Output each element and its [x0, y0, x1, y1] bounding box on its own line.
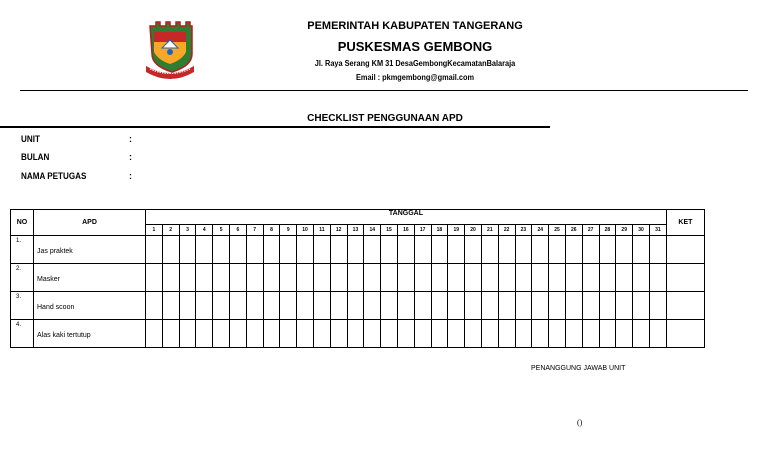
check-cell[interactable] — [498, 264, 515, 292]
header-ket: KET — [666, 210, 704, 236]
check-cell[interactable] — [179, 236, 196, 264]
check-cell[interactable] — [213, 236, 230, 264]
check-cell[interactable] — [616, 320, 633, 348]
check-cell[interactable] — [313, 236, 330, 264]
check-cell[interactable] — [246, 264, 263, 292]
day-header: 3 — [179, 225, 196, 236]
day-header: 22 — [498, 225, 515, 236]
check-cell[interactable] — [431, 292, 448, 320]
bulan-label: BULAN — [21, 152, 50, 162]
check-cell[interactable] — [146, 264, 163, 292]
check-cell[interactable] — [364, 320, 381, 348]
check-cell[interactable] — [162, 320, 179, 348]
header-line-government: PEMERINTAH KABUPATEN TANGERANG — [307, 20, 523, 32]
document-title: CHECKLIST PENGGUNAAN APD — [307, 113, 463, 124]
unit-label: UNIT — [21, 134, 40, 144]
check-cell[interactable] — [414, 292, 431, 320]
check-cell[interactable] — [582, 236, 599, 264]
check-cell[interactable] — [498, 292, 515, 320]
check-cell[interactable] — [263, 320, 280, 348]
check-cell[interactable] — [213, 292, 230, 320]
ket-cell[interactable] — [666, 320, 704, 348]
letterhead-divider — [20, 90, 748, 91]
header-apd: APD — [34, 210, 146, 236]
check-cell[interactable] — [616, 236, 633, 264]
check-cell[interactable] — [280, 320, 297, 348]
check-cell[interactable] — [465, 320, 482, 348]
check-cell[interactable] — [179, 264, 196, 292]
check-cell[interactable] — [465, 264, 482, 292]
day-header: 23 — [515, 225, 532, 236]
day-header: 28 — [599, 225, 616, 236]
check-cell[interactable] — [229, 236, 246, 264]
check-cell[interactable] — [481, 320, 498, 348]
check-cell[interactable] — [481, 236, 498, 264]
check-cell[interactable] — [196, 320, 213, 348]
check-cell[interactable] — [213, 320, 230, 348]
check-cell[interactable] — [414, 264, 431, 292]
check-cell[interactable] — [280, 264, 297, 292]
signature-name: () — [577, 418, 583, 427]
check-cell[interactable] — [397, 264, 414, 292]
header-email: Email : pkmgembong@gmail.com — [355, 73, 474, 82]
check-cell[interactable] — [532, 320, 549, 348]
check-cell[interactable] — [313, 292, 330, 320]
check-cell[interactable] — [347, 320, 364, 348]
check-cell[interactable] — [633, 320, 650, 348]
check-cell[interactable] — [431, 236, 448, 264]
check-cell[interactable] — [649, 264, 666, 292]
check-cell[interactable] — [599, 320, 616, 348]
check-cell[interactable] — [532, 236, 549, 264]
check-cell[interactable] — [515, 236, 532, 264]
check-cell[interactable] — [633, 236, 650, 264]
header-no: NO — [11, 210, 34, 236]
apd-item: Masker — [34, 264, 146, 292]
day-header: 6 — [229, 225, 246, 236]
check-cell[interactable] — [347, 236, 364, 264]
day-header: 9 — [280, 225, 297, 236]
check-cell[interactable] — [448, 264, 465, 292]
check-cell[interactable] — [196, 264, 213, 292]
check-cell[interactable] — [616, 264, 633, 292]
apd-checklist-table — [10, 209, 705, 348]
check-cell[interactable] — [599, 292, 616, 320]
check-cell[interactable] — [582, 320, 599, 348]
day-header: 16 — [397, 225, 414, 236]
check-cell[interactable] — [498, 320, 515, 348]
day-header: 15 — [381, 225, 398, 236]
check-cell[interactable] — [465, 292, 482, 320]
check-cell[interactable] — [146, 320, 163, 348]
title-underline — [0, 126, 550, 128]
check-cell[interactable] — [515, 292, 532, 320]
day-header: 17 — [414, 225, 431, 236]
check-cell[interactable] — [246, 236, 263, 264]
check-cell[interactable] — [397, 292, 414, 320]
check-cell[interactable] — [381, 292, 398, 320]
row-number: 4. — [11, 320, 34, 348]
check-cell[interactable] — [582, 264, 599, 292]
check-cell[interactable] — [297, 320, 314, 348]
day-header: 29 — [616, 225, 633, 236]
check-cell[interactable] — [448, 292, 465, 320]
unit-colon: : — [129, 134, 132, 144]
day-header: 18 — [431, 225, 448, 236]
table-row — [11, 264, 705, 292]
check-cell[interactable] — [515, 320, 532, 348]
check-cell[interactable] — [213, 264, 230, 292]
check-cell[interactable] — [146, 292, 163, 320]
check-cell[interactable] — [246, 320, 263, 348]
row-number: 2. — [11, 264, 34, 292]
check-cell[interactable] — [381, 264, 398, 292]
check-cell[interactable] — [162, 264, 179, 292]
check-cell[interactable] — [330, 264, 347, 292]
check-cell[interactable] — [549, 264, 566, 292]
check-cell[interactable] — [330, 292, 347, 320]
check-cell[interactable] — [431, 264, 448, 292]
check-cell[interactable] — [582, 292, 599, 320]
check-cell[interactable] — [313, 264, 330, 292]
ket-cell[interactable] — [666, 264, 704, 292]
check-cell[interactable] — [431, 320, 448, 348]
check-cell[interactable] — [347, 264, 364, 292]
check-cell[interactable] — [179, 320, 196, 348]
check-cell[interactable] — [633, 292, 650, 320]
ket-cell[interactable] — [666, 292, 704, 320]
check-cell[interactable] — [280, 236, 297, 264]
check-cell[interactable] — [465, 236, 482, 264]
check-cell[interactable] — [263, 236, 280, 264]
check-cell[interactable] — [481, 292, 498, 320]
check-cell[interactable] — [649, 320, 666, 348]
check-cell[interactable] — [364, 236, 381, 264]
check-cell[interactable] — [565, 320, 582, 348]
header-line-puskesmas: PUSKESMAS GEMBONG — [337, 39, 493, 54]
day-header: 2 — [162, 225, 179, 236]
day-header: 13 — [347, 225, 364, 236]
day-header: 4 — [196, 225, 213, 236]
day-header: 12 — [330, 225, 347, 236]
check-cell[interactable] — [599, 236, 616, 264]
check-cell[interactable] — [649, 292, 666, 320]
check-cell[interactable] — [330, 320, 347, 348]
check-cell[interactable] — [297, 236, 314, 264]
regency-emblem-icon — [144, 20, 196, 82]
day-header: 7 — [246, 225, 263, 236]
day-header: 19 — [448, 225, 465, 236]
ket-cell[interactable] — [666, 236, 704, 264]
table-row — [11, 236, 705, 264]
table-row — [11, 292, 705, 320]
check-cell[interactable] — [330, 236, 347, 264]
row-number: 3. — [11, 292, 34, 320]
apd-item: Jas praktek — [34, 236, 146, 264]
day-header: 8 — [263, 225, 280, 236]
check-cell[interactable] — [532, 264, 549, 292]
check-cell[interactable] — [196, 236, 213, 264]
check-cell[interactable] — [364, 264, 381, 292]
bulan-colon: : — [129, 152, 132, 162]
apd-item: Alas kaki tertutup — [34, 320, 146, 348]
check-cell[interactable] — [246, 292, 263, 320]
nama-petugas-colon: : — [129, 171, 132, 181]
check-cell[interactable] — [414, 320, 431, 348]
day-header: 27 — [582, 225, 599, 236]
check-cell[interactable] — [565, 264, 582, 292]
check-cell[interactable] — [414, 236, 431, 264]
check-cell[interactable] — [381, 236, 398, 264]
check-cell[interactable] — [565, 236, 582, 264]
day-header: 14 — [364, 225, 381, 236]
check-cell[interactable] — [347, 292, 364, 320]
check-cell[interactable] — [633, 264, 650, 292]
check-cell[interactable] — [229, 320, 246, 348]
check-cell[interactable] — [313, 320, 330, 348]
check-cell[interactable] — [196, 292, 213, 320]
check-cell[interactable] — [297, 264, 314, 292]
day-header: 26 — [565, 225, 582, 236]
check-cell[interactable] — [481, 264, 498, 292]
check-cell[interactable] — [263, 292, 280, 320]
check-cell[interactable] — [515, 264, 532, 292]
check-cell[interactable] — [229, 264, 246, 292]
check-cell[interactable] — [146, 236, 163, 264]
check-cell[interactable] — [599, 264, 616, 292]
check-cell[interactable] — [229, 292, 246, 320]
check-cell[interactable] — [162, 292, 179, 320]
check-cell[interactable] — [179, 292, 196, 320]
table-row — [11, 320, 705, 348]
check-cell[interactable] — [280, 292, 297, 320]
day-header: 21 — [481, 225, 498, 236]
header-tanggal: TANGGAL — [146, 210, 667, 225]
check-cell[interactable] — [448, 320, 465, 348]
check-cell[interactable] — [565, 292, 582, 320]
day-header: 5 — [213, 225, 230, 236]
check-cell[interactable] — [381, 320, 398, 348]
day-header: 1 — [146, 225, 163, 236]
check-cell[interactable] — [397, 236, 414, 264]
check-cell[interactable] — [297, 292, 314, 320]
check-cell[interactable] — [616, 292, 633, 320]
day-header: 11 — [313, 225, 330, 236]
day-header: 25 — [549, 225, 566, 236]
check-cell[interactable] — [532, 292, 549, 320]
day-header: 10 — [297, 225, 314, 236]
check-cell[interactable] — [549, 292, 566, 320]
day-header: 30 — [633, 225, 650, 236]
nama-petugas-label: NAMA PETUGAS — [21, 171, 87, 181]
day-header: 31 — [649, 225, 666, 236]
check-cell[interactable] — [162, 236, 179, 264]
header-address: Jl. Raya Serang KM 31 DesaGembongKecamatanBalaraja — [314, 59, 516, 68]
day-header: 20 — [465, 225, 482, 236]
row-number: 1. — [11, 236, 34, 264]
apd-item: Hand scoon — [34, 292, 146, 320]
check-cell[interactable] — [498, 236, 515, 264]
check-cell[interactable] — [448, 236, 465, 264]
check-cell[interactable] — [549, 236, 566, 264]
check-cell[interactable] — [364, 292, 381, 320]
check-cell[interactable] — [263, 264, 280, 292]
check-cell[interactable] — [397, 320, 414, 348]
day-header: 24 — [532, 225, 549, 236]
signature-label: PENANGGUNG JAWAB UNIT — [531, 365, 626, 372]
check-cell[interactable] — [649, 236, 666, 264]
check-cell[interactable] — [549, 320, 566, 348]
